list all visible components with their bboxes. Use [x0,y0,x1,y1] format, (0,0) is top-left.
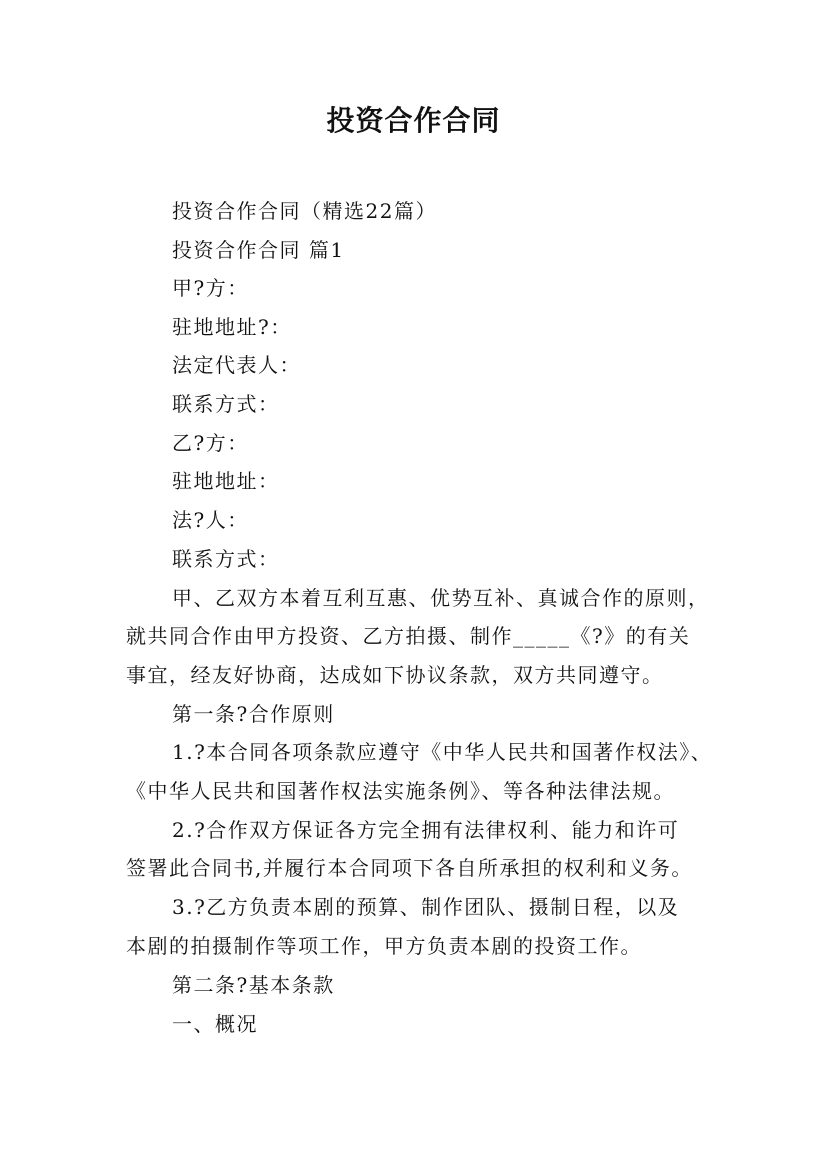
clause-1-line-2: 《中华人民共和国著作权法实施条例》、等各种法律法规。 [126,779,675,803]
party-a-contact-label: 联系方式： [172,392,280,416]
article-2-heading: 第二条?基本条款 [172,973,335,997]
article-1-heading: 第一条?合作原则 [172,702,335,726]
clause-2-line-1: 2.?合作双方保证各方完全拥有法律权利、能力和许可 [172,818,680,842]
overview-heading: 一、概况 [172,1012,258,1036]
clause-3-line-1: 3.?乙方负责本剧的预算、制作团队、摄制日程，以及 [172,895,680,919]
subtitle-line: 投资合作合同（精选22篇） [172,199,437,223]
party-a-label: 甲?方： [172,276,249,300]
party-a-representative-label: 法定代表人： [172,353,301,377]
preamble-line-2: 就共同合作由甲方投资、乙方拍摄、制作_____《?》的有关 [126,624,691,648]
party-b-label: 乙?方： [172,431,249,455]
preamble-line-3: 事宜，经友好协商，达成如下协议条款，双方共同遵守。 [126,663,664,687]
clause-2-line-2: 签署此合同书,并履行本合同项下各自所承担的权利和义务。 [126,856,693,880]
party-b-legal-person-label: 法?人： [172,508,249,532]
party-b-address-label: 驻地地址： [172,469,280,493]
clause-3-line-2: 本剧的拍摄制作等项工作，甲方负责本剧的投资工作。 [126,934,642,958]
preamble-line-1: 甲、乙双方本着互利互惠、优势互补、真诚合作的原则， [172,586,710,610]
party-b-contact-label: 联系方式： [172,547,280,571]
party-a-address-label: 驻地地址?： [172,315,292,339]
section-heading: 投资合作合同 篇1 [172,238,345,262]
clause-1-line-1: 1.?本合同各项条款应遵守《中华人民共和国著作权法》、 [172,740,713,764]
document-title: 投资合作合同 [326,104,501,137]
